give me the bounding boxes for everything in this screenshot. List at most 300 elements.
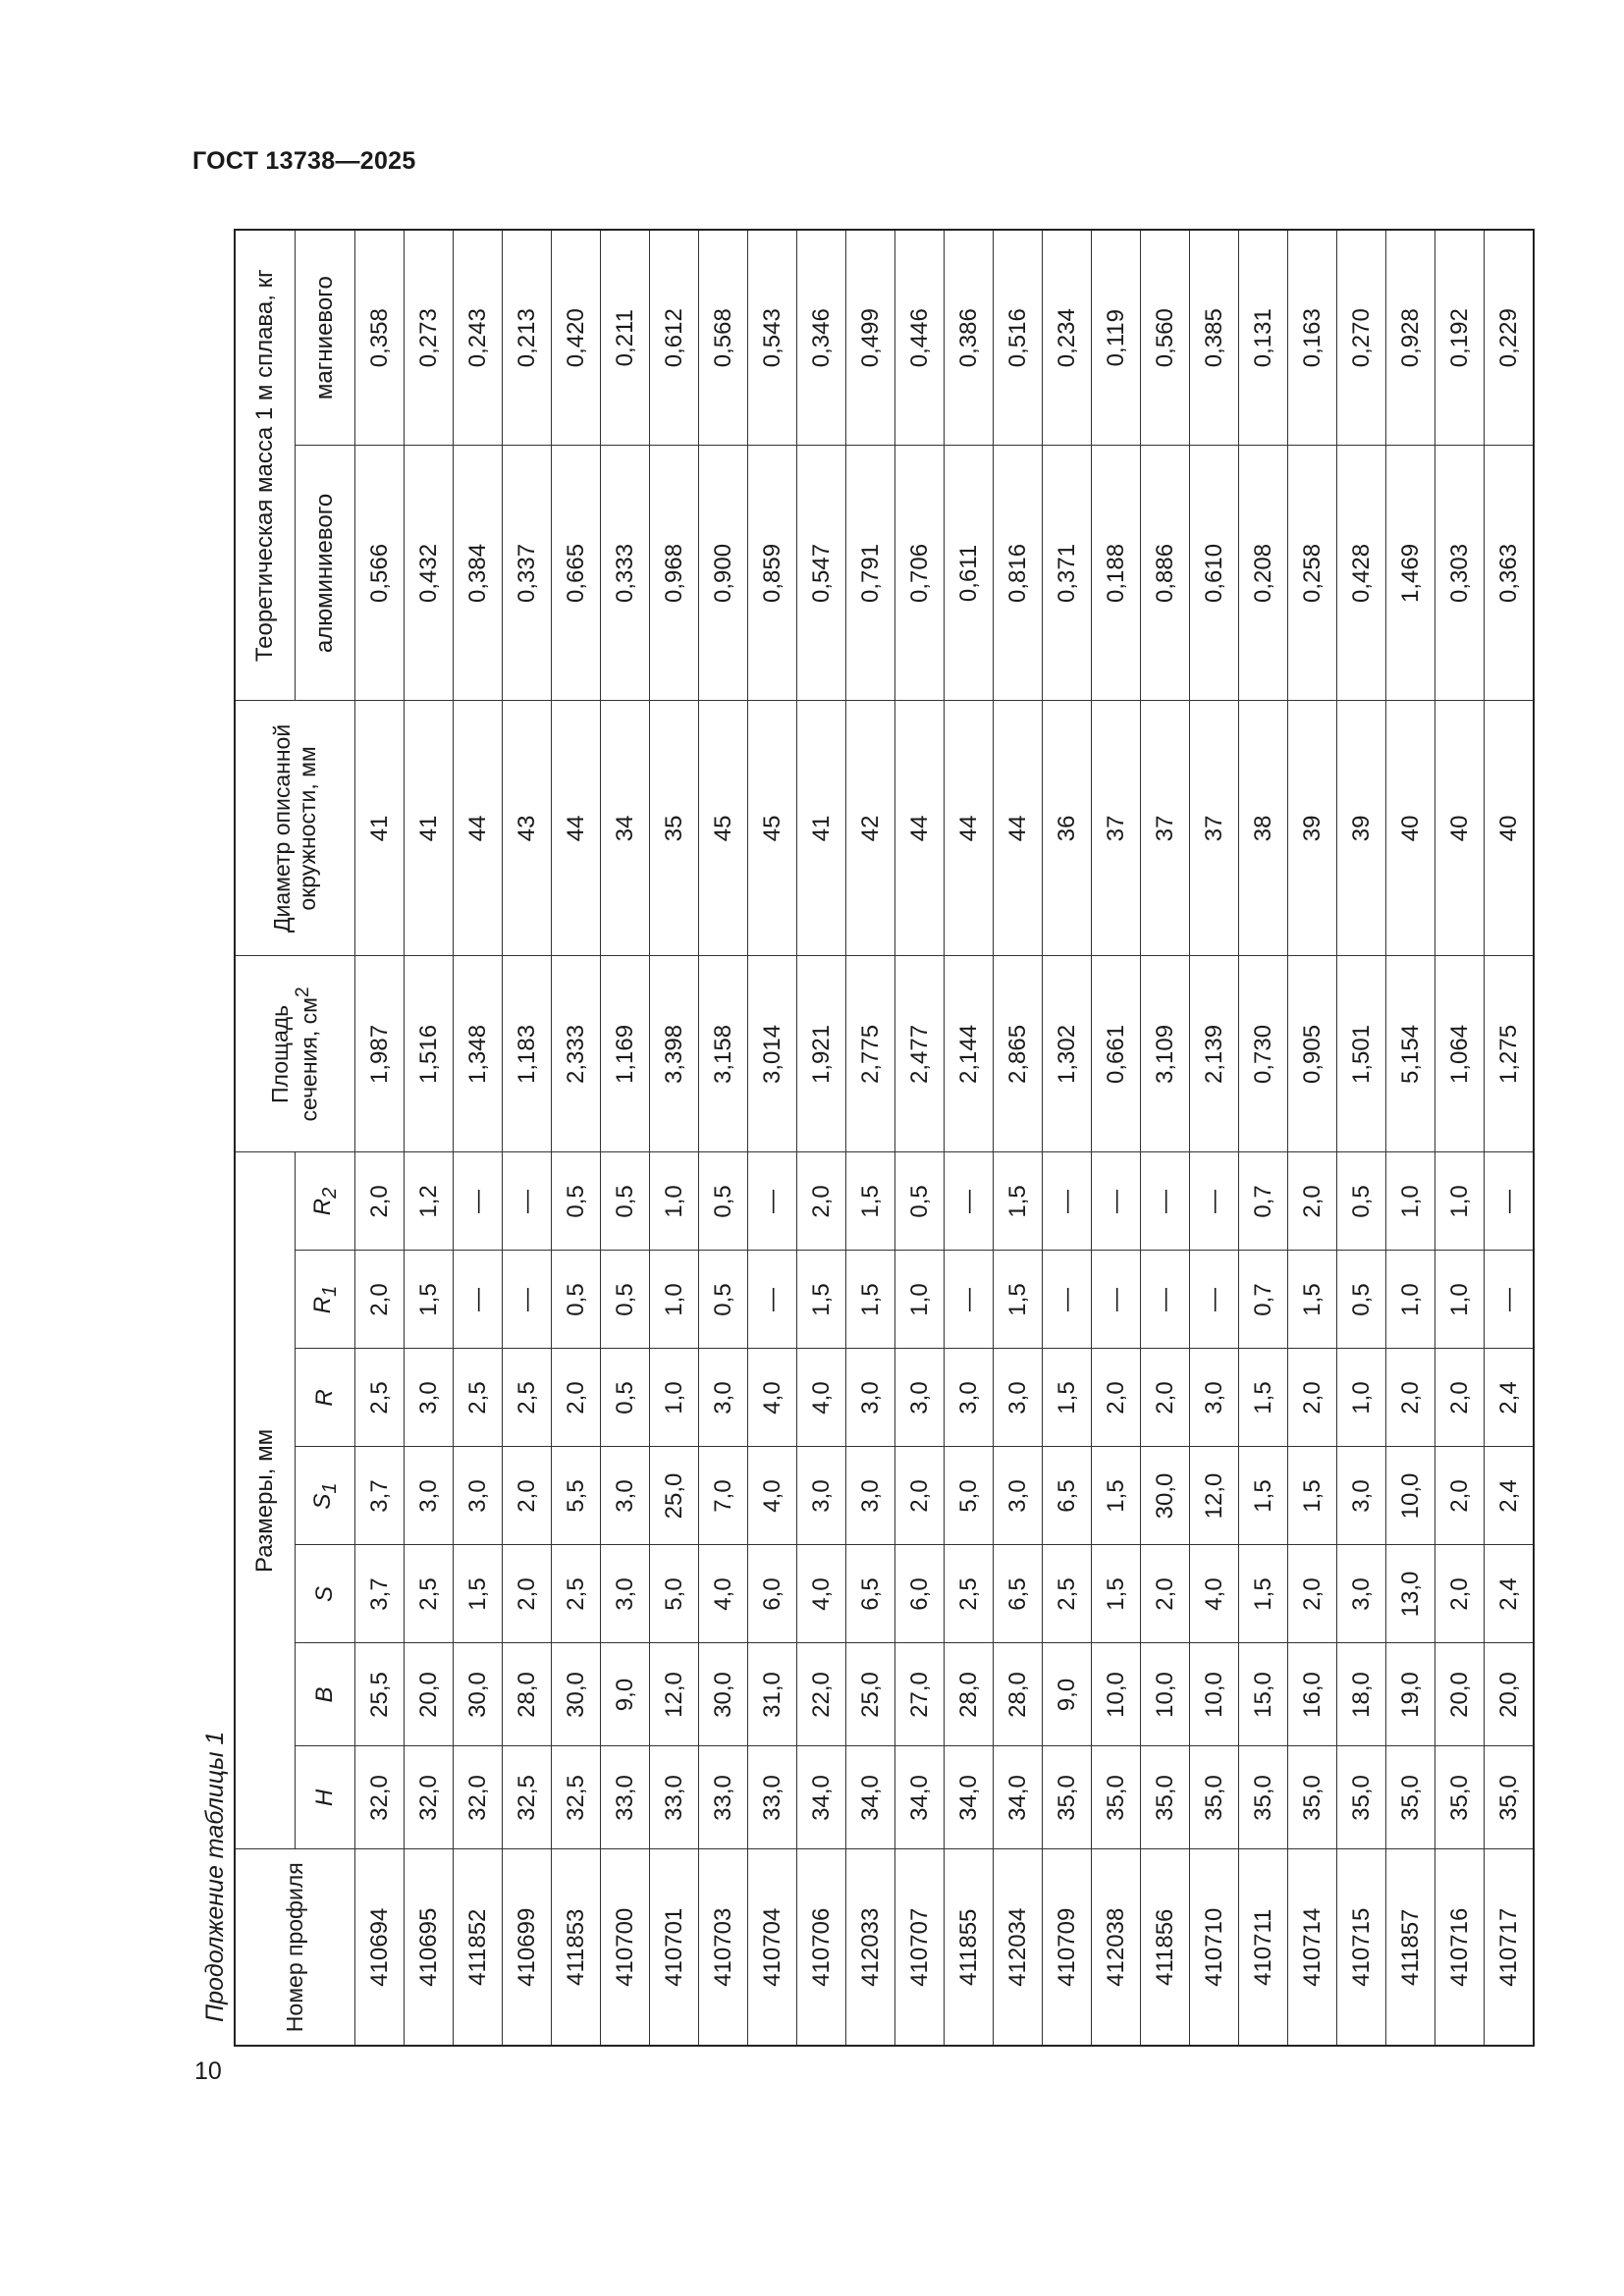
h-value: 32,0 — [405, 1746, 454, 1849]
r-value: 1,0 — [650, 1349, 699, 1447]
r2-value: 1,0 — [1435, 1152, 1485, 1251]
mass-aluminium: 0,816 — [994, 446, 1043, 701]
s1-value: 30,0 — [1141, 1447, 1190, 1545]
s1-value: 3,0 — [797, 1447, 846, 1545]
header-r: R — [296, 1349, 355, 1447]
s1-value: 1,5 — [1239, 1447, 1288, 1545]
h-value: 35,0 — [1485, 1746, 1535, 1849]
mass-aluminium: 0,886 — [1141, 446, 1190, 701]
r1-value: — — [1092, 1251, 1141, 1349]
mass-magnesium: 0,119 — [1092, 230, 1141, 446]
header-aluminium: алюминиевого — [296, 446, 355, 701]
area-value: 2,333 — [552, 956, 601, 1152]
area-value: 1,169 — [601, 956, 650, 1152]
s1-value: 2,0 — [1435, 1447, 1485, 1545]
profile-number: 411856 — [1141, 1849, 1190, 2046]
mass-magnesium: 0,499 — [846, 230, 895, 446]
diameter-value: 37 — [1190, 701, 1239, 956]
profile-number: 410716 — [1435, 1849, 1485, 2046]
s-value: 4,0 — [1190, 1545, 1239, 1643]
area-value: 1,516 — [405, 956, 454, 1152]
r-value: 2,5 — [355, 1349, 405, 1447]
s1-value: 1,5 — [1288, 1447, 1337, 1545]
r2-value: 0,5 — [552, 1152, 601, 1251]
profile-number: 410699 — [503, 1849, 552, 2046]
profile-number: 410703 — [699, 1849, 748, 2046]
table-row — [1092, 230, 1141, 2046]
s1-value: 3,0 — [454, 1447, 503, 1545]
area-value: 2,477 — [895, 956, 945, 1152]
table-caption: Продолжение таблицы 1 — [201, 1731, 229, 2022]
area-value: 2,775 — [846, 956, 895, 1152]
mass-aluminium: 0,610 — [1190, 446, 1239, 701]
s-value: 6,0 — [895, 1545, 945, 1643]
r2-value: 2,0 — [797, 1152, 846, 1251]
mass-aluminium: 0,859 — [748, 446, 797, 701]
profile-number: 410700 — [601, 1849, 650, 2046]
header-mass-group: Теоретическая масса 1 м сплава, кг — [235, 230, 296, 701]
table-row — [1435, 230, 1485, 2046]
r2-value: — — [454, 1152, 503, 1251]
b-value: 28,0 — [503, 1643, 552, 1746]
area-value: 1,501 — [1337, 956, 1386, 1152]
header-s: S — [296, 1545, 355, 1643]
r1-value: 1,0 — [1435, 1251, 1485, 1349]
s-value: 2,0 — [1288, 1545, 1337, 1643]
table-row — [895, 230, 945, 2046]
table-row — [1141, 230, 1190, 2046]
r1-value: — — [1485, 1251, 1535, 1349]
mass-magnesium: 0,386 — [945, 230, 994, 446]
area-value: 0,730 — [1239, 956, 1288, 1152]
table-row — [945, 230, 994, 2046]
r1-value: 0,5 — [601, 1251, 650, 1349]
r-value: 4,0 — [797, 1349, 846, 1447]
diameter-value: 42 — [846, 701, 895, 956]
r-value: 2,5 — [454, 1349, 503, 1447]
profile-number: 412033 — [846, 1849, 895, 2046]
r2-value: 1,5 — [846, 1152, 895, 1251]
r-value: 2,4 — [1485, 1349, 1535, 1447]
mass-magnesium: 0,385 — [1190, 230, 1239, 446]
h-value: 35,0 — [1239, 1746, 1288, 1849]
b-value: 28,0 — [994, 1643, 1043, 1746]
profile-number: 410710 — [1190, 1849, 1239, 2046]
h-value: 35,0 — [1386, 1746, 1435, 1849]
profile-number: 410707 — [895, 1849, 945, 2046]
diameter-value: 44 — [552, 701, 601, 956]
rotated-table-frame — [234, 231, 1522, 2047]
profile-number: 410717 — [1485, 1849, 1535, 2046]
table-body — [355, 230, 1535, 2046]
diameter-value: 38 — [1239, 701, 1288, 956]
r2-value: — — [1190, 1152, 1239, 1251]
mass-magnesium: 0,543 — [748, 230, 797, 446]
s1-value: 1,5 — [1092, 1447, 1141, 1545]
r2-value: — — [1485, 1152, 1535, 1251]
area-value: 1,921 — [797, 956, 846, 1152]
mass-magnesium: 0,560 — [1141, 230, 1190, 446]
b-value: 27,0 — [895, 1643, 945, 1746]
table-row — [1239, 230, 1288, 2046]
h-value: 35,0 — [1288, 1746, 1337, 1849]
r2-value: — — [748, 1152, 797, 1251]
area-value: 1,064 — [1435, 956, 1485, 1152]
mass-aluminium: 0,337 — [503, 446, 552, 701]
mass-magnesium: 0,192 — [1435, 230, 1485, 446]
r2-value: — — [503, 1152, 552, 1251]
s1-value: 3,0 — [846, 1447, 895, 1545]
profile-number: 410709 — [1043, 1849, 1092, 2046]
r2-value: 1,2 — [405, 1152, 454, 1251]
r1-value: — — [748, 1251, 797, 1349]
r2-value: — — [1092, 1152, 1141, 1251]
diameter-value: 45 — [748, 701, 797, 956]
s-value: 2,0 — [1435, 1545, 1485, 1643]
profile-number: 410714 — [1288, 1849, 1337, 2046]
r-value: 3,0 — [699, 1349, 748, 1447]
r1-value: 1,5 — [405, 1251, 454, 1349]
area-value: 2,139 — [1190, 956, 1239, 1152]
mass-magnesium: 0,229 — [1485, 230, 1535, 446]
s1-value: 3,0 — [994, 1447, 1043, 1545]
mass-aluminium: 0,791 — [846, 446, 895, 701]
mass-aluminium: 0,566 — [355, 446, 405, 701]
s-value: 2,5 — [552, 1545, 601, 1643]
s-value: 2,4 — [1485, 1545, 1535, 1643]
mass-aluminium: 0,900 — [699, 446, 748, 701]
table-row — [1386, 230, 1435, 2046]
r-value: 2,5 — [503, 1349, 552, 1447]
s1-value: 2,0 — [895, 1447, 945, 1545]
b-value: 9,0 — [1043, 1643, 1092, 1746]
mass-magnesium: 0,234 — [1043, 230, 1092, 446]
r-value: 4,0 — [748, 1349, 797, 1447]
s-value: 1,5 — [454, 1545, 503, 1643]
mass-aluminium: 0,333 — [601, 446, 650, 701]
r-value: 2,0 — [1141, 1349, 1190, 1447]
r-value: 3,0 — [846, 1349, 895, 1447]
r-value: 2,0 — [1386, 1349, 1435, 1447]
table-row — [994, 230, 1043, 2046]
s-value: 6,5 — [994, 1545, 1043, 1643]
page-number: 10 — [194, 2057, 222, 2085]
profile-number: 410711 — [1239, 1849, 1288, 2046]
profile-number: 410706 — [797, 1849, 846, 2046]
mass-magnesium: 0,273 — [405, 230, 454, 446]
area-value: 3,014 — [748, 956, 797, 1152]
r1-value: 1,5 — [1288, 1251, 1337, 1349]
table-row — [454, 230, 503, 2046]
profiles-table — [234, 229, 1535, 2047]
table-row — [748, 230, 797, 2046]
table-row — [1190, 230, 1239, 2046]
r1-value: — — [1190, 1251, 1239, 1349]
b-value: 18,0 — [1337, 1643, 1386, 1746]
r-value: 3,0 — [994, 1349, 1043, 1447]
mass-magnesium: 0,568 — [699, 230, 748, 446]
h-value: 34,0 — [846, 1746, 895, 1849]
r-value: 3,0 — [1190, 1349, 1239, 1447]
r1-value: — — [945, 1251, 994, 1349]
mass-magnesium: 0,211 — [601, 230, 650, 446]
area-value: 0,905 — [1288, 956, 1337, 1152]
r-value: 1,5 — [1239, 1349, 1288, 1447]
table-row — [552, 230, 601, 2046]
diameter-value: 41 — [405, 701, 454, 956]
r2-value: 0,5 — [1337, 1152, 1386, 1251]
r1-value: — — [503, 1251, 552, 1349]
h-value: 34,0 — [895, 1746, 945, 1849]
mass-aluminium: 0,706 — [895, 446, 945, 701]
r1-value: 1,5 — [797, 1251, 846, 1349]
mass-aluminium: 0,428 — [1337, 446, 1386, 701]
s-value: 2,5 — [945, 1545, 994, 1643]
h-value: 35,0 — [1337, 1746, 1386, 1849]
s-value: 2,5 — [1043, 1545, 1092, 1643]
diameter-value: 40 — [1386, 701, 1435, 956]
profile-number: 411853 — [552, 1849, 601, 2046]
h-value: 35,0 — [1043, 1746, 1092, 1849]
r2-value: — — [945, 1152, 994, 1251]
r1-value: 1,5 — [846, 1251, 895, 1349]
mass-magnesium: 0,270 — [1337, 230, 1386, 446]
r-value: 3,0 — [895, 1349, 945, 1447]
r-value: 3,0 — [945, 1349, 994, 1447]
profile-number: 410701 — [650, 1849, 699, 2046]
h-value: 33,0 — [699, 1746, 748, 1849]
r1-value: 1,0 — [895, 1251, 945, 1349]
r1-value: 1,5 — [994, 1251, 1043, 1349]
diameter-value: 39 — [1337, 701, 1386, 956]
diameter-value: 44 — [895, 701, 945, 956]
area-value: 3,158 — [699, 956, 748, 1152]
s1-value: 7,0 — [699, 1447, 748, 1545]
r1-value: — — [1141, 1251, 1190, 1349]
s1-value: 3,0 — [601, 1447, 650, 1545]
b-value: 10,0 — [1141, 1643, 1190, 1746]
area-value: 1,275 — [1485, 956, 1535, 1152]
document-title: ГОСТ 13738—2025 — [192, 147, 416, 175]
s1-value: 10,0 — [1386, 1447, 1435, 1545]
table-row — [601, 230, 650, 2046]
b-value: 12,0 — [650, 1643, 699, 1746]
mass-magnesium: 0,420 — [552, 230, 601, 446]
mass-aluminium: 0,188 — [1092, 446, 1141, 701]
r-value: 2,0 — [1092, 1349, 1141, 1447]
header-r2: $R_2$ — [296, 1152, 355, 1251]
table-row — [650, 230, 699, 2046]
b-value: 15,0 — [1239, 1643, 1288, 1746]
diameter-value: 35 — [650, 701, 699, 956]
diameter-value: 43 — [503, 701, 552, 956]
header-h: H — [296, 1746, 355, 1849]
area-value: 2,865 — [994, 956, 1043, 1152]
mass-magnesium: 0,612 — [650, 230, 699, 446]
area-value: 2,144 — [945, 956, 994, 1152]
r2-value: — — [1043, 1152, 1092, 1251]
mass-magnesium: 0,346 — [797, 230, 846, 446]
b-value: 28,0 — [945, 1643, 994, 1746]
area-value: 1,183 — [503, 956, 552, 1152]
diameter-value: 37 — [1141, 701, 1190, 956]
s-value: 2,5 — [405, 1545, 454, 1643]
mass-magnesium: 0,358 — [355, 230, 405, 446]
r1-value: 1,0 — [1386, 1251, 1435, 1349]
h-value: 35,0 — [1435, 1746, 1485, 1849]
r2-value: 0,7 — [1239, 1152, 1288, 1251]
mass-aluminium: 0,547 — [797, 446, 846, 701]
s1-value: 5,5 — [552, 1447, 601, 1545]
mass-aluminium: 0,363 — [1485, 446, 1535, 701]
b-value: 16,0 — [1288, 1643, 1337, 1746]
b-value: 20,0 — [1435, 1643, 1485, 1746]
diameter-value: 45 — [699, 701, 748, 956]
header-sizes-group: Размеры, мм — [235, 1152, 296, 1849]
b-value: 20,0 — [1485, 1643, 1535, 1746]
h-value: 32,0 — [454, 1746, 503, 1849]
h-value: 35,0 — [1092, 1746, 1141, 1849]
profile-number: 411852 — [454, 1849, 503, 2046]
mass-magnesium: 0,243 — [454, 230, 503, 446]
profile-number: 412038 — [1092, 1849, 1141, 2046]
r1-value: 0,5 — [699, 1251, 748, 1349]
r-value: 2,0 — [1288, 1349, 1337, 1447]
table-row — [846, 230, 895, 2046]
area-value: 0,661 — [1092, 956, 1141, 1152]
s-value: 6,5 — [846, 1545, 895, 1643]
b-value: 22,0 — [797, 1643, 846, 1746]
b-value: 30,0 — [454, 1643, 503, 1746]
s-value: 1,5 — [1239, 1545, 1288, 1643]
s1-value: 2,0 — [503, 1447, 552, 1545]
diameter-value: 39 — [1288, 701, 1337, 956]
r-value: 3,0 — [405, 1349, 454, 1447]
r2-value: 1,0 — [650, 1152, 699, 1251]
header-diameter: Диаметр описанной окружности, мм — [235, 701, 355, 956]
s1-value: 4,0 — [748, 1447, 797, 1545]
table-row — [1288, 230, 1337, 2046]
mass-magnesium: 0,928 — [1386, 230, 1435, 446]
mass-aluminium: 0,258 — [1288, 446, 1337, 701]
table-row — [1043, 230, 1092, 2046]
s-value: 4,0 — [797, 1545, 846, 1643]
header-profile-number: Номер профиля — [235, 1849, 355, 2046]
b-value: 25,5 — [355, 1643, 405, 1746]
s-value: 5,0 — [650, 1545, 699, 1643]
mass-aluminium: 0,432 — [405, 446, 454, 701]
h-value: 35,0 — [1141, 1746, 1190, 1849]
diameter-value: 37 — [1092, 701, 1141, 956]
b-value: 30,0 — [699, 1643, 748, 1746]
s1-value: 3,7 — [355, 1447, 405, 1545]
h-value: 35,0 — [1190, 1746, 1239, 1849]
b-value: 25,0 — [846, 1643, 895, 1746]
r2-value: 1,5 — [994, 1152, 1043, 1251]
h-value: 33,0 — [601, 1746, 650, 1849]
s1-value: 3,0 — [1337, 1447, 1386, 1545]
header-r1: $R_1$ — [296, 1251, 355, 1349]
diameter-value: 44 — [454, 701, 503, 956]
b-value: 20,0 — [405, 1643, 454, 1746]
area-value: 3,398 — [650, 956, 699, 1152]
table-row — [699, 230, 748, 2046]
diameter-value: 41 — [355, 701, 405, 956]
s1-value: 3,0 — [405, 1447, 454, 1545]
mass-aluminium: 0,384 — [454, 446, 503, 701]
area-value: 1,302 — [1043, 956, 1092, 1152]
profile-number: 410694 — [355, 1849, 405, 2046]
profile-number: 410695 — [405, 1849, 454, 2046]
mass-magnesium: 0,516 — [994, 230, 1043, 446]
mass-aluminium: 0,303 — [1435, 446, 1485, 701]
r-value: 2,0 — [552, 1349, 601, 1447]
profile-number: 412034 — [994, 1849, 1043, 2046]
r1-value: 0,7 — [1239, 1251, 1288, 1349]
mass-magnesium: 0,446 — [895, 230, 945, 446]
r2-value: 1,0 — [1386, 1152, 1435, 1251]
r1-value: 0,5 — [1337, 1251, 1386, 1349]
mass-aluminium: 0,665 — [552, 446, 601, 701]
r2-value: 2,0 — [355, 1152, 405, 1251]
s-value: 3,0 — [1337, 1545, 1386, 1643]
h-value: 34,0 — [945, 1746, 994, 1849]
diameter-value: 41 — [797, 701, 846, 956]
s1-value: 25,0 — [650, 1447, 699, 1545]
diameter-value: 44 — [994, 701, 1043, 956]
r2-value: — — [1141, 1152, 1190, 1251]
h-value: 32,5 — [503, 1746, 552, 1849]
r-value: 2,0 — [1435, 1349, 1485, 1447]
table-row — [503, 230, 552, 2046]
header-magnesium: магниевого — [296, 230, 355, 446]
b-value: 10,0 — [1092, 1643, 1141, 1746]
table-row — [355, 230, 405, 2046]
diameter-value: 36 — [1043, 701, 1092, 956]
r-value: 1,5 — [1043, 1349, 1092, 1447]
h-value: 32,0 — [355, 1746, 405, 1849]
s1-value: 5,0 — [945, 1447, 994, 1545]
mass-magnesium: 0,131 — [1239, 230, 1288, 446]
s1-value: 6,5 — [1043, 1447, 1092, 1545]
r2-value: 0,5 — [895, 1152, 945, 1251]
profile-number: 410715 — [1337, 1849, 1386, 2046]
r1-value: — — [454, 1251, 503, 1349]
area-value: 1,348 — [454, 956, 503, 1152]
table-row — [797, 230, 846, 2046]
s-value: 3,0 — [601, 1545, 650, 1643]
header-row-1 — [235, 230, 296, 2046]
s-value: 13,0 — [1386, 1545, 1435, 1643]
header-area: Площадь сечения, $см^2$ — [235, 956, 355, 1152]
diameter-value: 34 — [601, 701, 650, 956]
diameter-value: 44 — [945, 701, 994, 956]
r1-value: — — [1043, 1251, 1092, 1349]
mass-aluminium: 1,469 — [1386, 446, 1435, 701]
r2-value: 0,5 — [699, 1152, 748, 1251]
r1-value: 0,5 — [552, 1251, 601, 1349]
h-value: 32,5 — [552, 1746, 601, 1849]
s-value: 2,0 — [1141, 1545, 1190, 1643]
mass-aluminium: 0,371 — [1043, 446, 1092, 701]
b-value: 19,0 — [1386, 1643, 1435, 1746]
mass-aluminium: 0,208 — [1239, 446, 1288, 701]
h-value: 33,0 — [650, 1746, 699, 1849]
b-value: 30,0 — [552, 1643, 601, 1746]
s-value: 1,5 — [1092, 1545, 1141, 1643]
r-value: 1,0 — [1337, 1349, 1386, 1447]
mass-aluminium: 0,968 — [650, 446, 699, 701]
